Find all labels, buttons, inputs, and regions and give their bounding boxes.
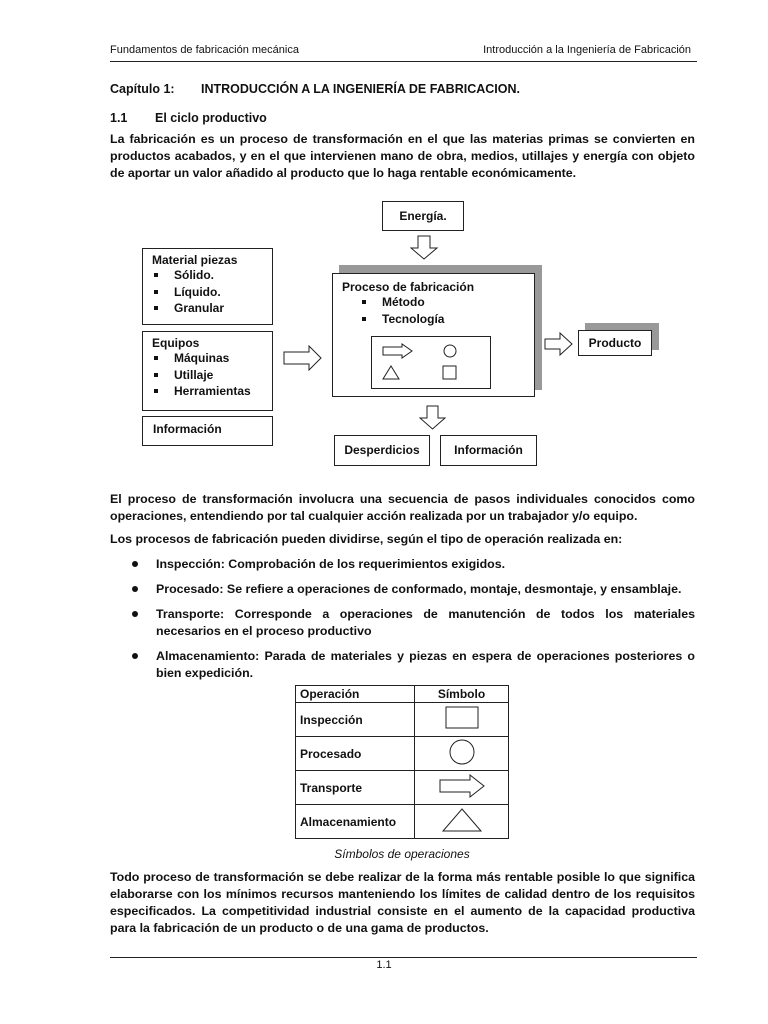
process-item: Método [356,294,534,311]
process-item: Tecnología [356,311,534,328]
triangle-icon [441,807,483,833]
triangle-icon [382,365,400,381]
section-title: El ciclo productivo [155,111,267,125]
equipment-item: Máquinas [148,350,272,367]
table-row [296,805,509,839]
info-in-box: Información [142,416,273,446]
header-rule [110,61,697,62]
material-item: Líquido. [148,284,272,301]
equipment-item: Herramientas [148,383,272,400]
operation-cell: Transporte [296,771,415,805]
list-item: Transporte: Corresponde a operaciones de manutención de todos los materiales necesarios en el proceso productivo [110,606,695,640]
operations-list [110,556,695,690]
list-item: Procesado: Se refiere a operaciones de conformado, montaje, desmontaje, y ensamblaje. [110,581,695,598]
page-number: 1.1 [376,959,392,971]
symbols-box [371,336,491,389]
down-arrow-icon [419,405,447,431]
info-out-box: Información [440,435,537,466]
energy-box: Energía. [382,201,464,231]
header-left: Fundamentos de fabricación mecánica [110,44,299,56]
square-icon [444,705,480,731]
table-row [296,703,509,737]
arrow-icon [382,343,414,359]
paragraph-division: Los procesos de fabricación pueden dividirse, según el tipo de operación realizada en: [110,532,623,546]
table-header: Operación [296,686,415,703]
operation-cell: Almacenamiento [296,805,415,839]
process-title: Proceso de fabricación [342,280,475,294]
equipment-item: Utillaje [148,367,272,384]
operation-cell: Procesado [296,737,415,771]
footer-rule [110,957,697,958]
chapter-title: INTRODUCCIÓN A LA INGENIERÍA DE FABRICACION. [201,82,520,96]
equipment-box [142,331,273,411]
section-number: 1.1 [110,111,128,125]
table-row [296,771,509,805]
materials-box [142,248,273,325]
right-arrow-icon [283,345,323,371]
product-box: Producto [578,330,652,356]
circle-icon [447,738,477,766]
table-caption: Símbolos de operaciones [334,847,470,861]
operations-table [295,685,509,839]
material-item: Sólido. [148,267,272,284]
square-icon [442,365,458,381]
material-item: Granular [148,300,272,317]
circle-icon [442,343,458,359]
table-header-row [296,686,509,703]
right-arrow-icon [544,332,574,356]
materials-title: Material piezas [152,253,238,267]
list-item: Inspección: Comprobación de los requerimientos exigidos. [110,556,695,573]
waste-box: Desperdicios [334,435,430,466]
equipment-title: Equipos [152,336,200,350]
paragraph-competitiveness: Todo proceso de transformación se debe realizar de la forma más rentable posible lo que significa elaborarse con los mínimos recursos manteniendo los límites de calidad dentro de los requisitos especificados. La competitividad industrial consiste en el aumento de la capacidad productiva para la fabricación de un producto o de una gama de productos. [110,870,695,935]
header-right: Introducción a la Ingeniería de Fabricación [483,44,691,56]
chapter-label: Capítulo 1: [110,82,175,96]
process-box [332,273,535,397]
table-row [296,737,509,771]
down-arrow-icon [410,235,440,261]
paragraph-operations: El proceso de transformación involucra una secuencia de pasos individuales conocidos como operaciones, entendiendo por tal cualquier acción realizada por un trabajador y/o equipo. [110,492,695,523]
arrow-icon [438,774,486,798]
intro-paragraph: La fabricación es un proceso de transformación en el que las materias primas se convierten en productos acabados, y en el que intervienen mano de obra, medios, utillajes y energía con objeto de aportar un valor añadido al producto que lo haga rentable económicamente. [110,132,695,180]
list-item: Almacenamiento: Parada de materiales y piezas en espera de operaciones posteriores o bien expedición. [110,648,695,682]
operation-cell: Inspección [296,703,415,737]
table-header: Símbolo [415,686,509,703]
